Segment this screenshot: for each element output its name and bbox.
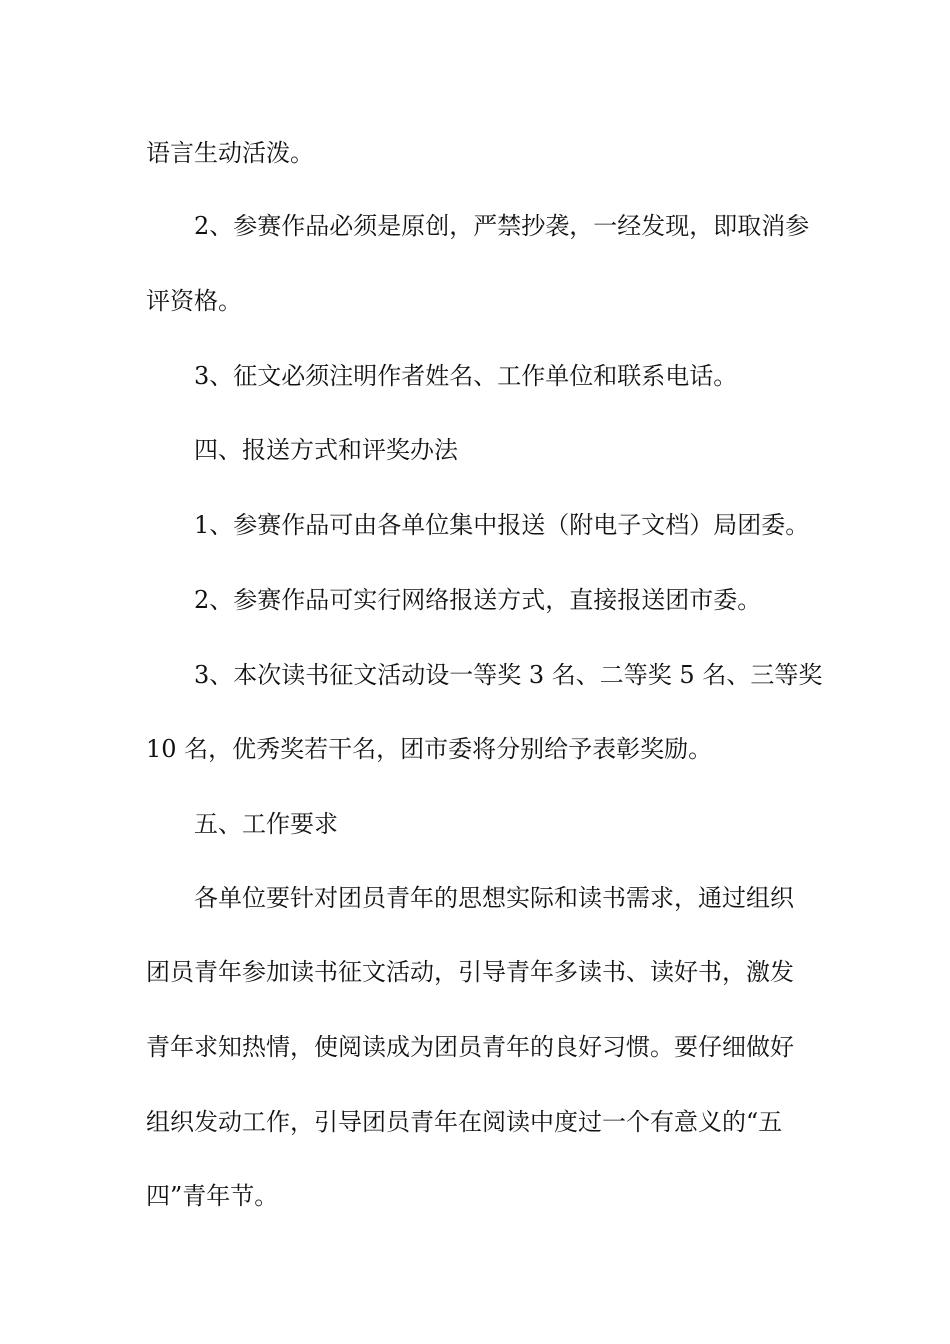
paragraph-line: 3、征文必须注明作者姓名、工作单位和联系电话。 bbox=[194, 362, 738, 390]
paragraph-line: 青年求知热情，使阅读成为团员青年的良好习惯。要仔细做好 bbox=[146, 1033, 794, 1061]
section-heading: 四、报送方式和评奖办法 bbox=[194, 436, 458, 464]
paragraph-line: 团员青年参加读书征文活动，引导青年多读书、读好书，激发 bbox=[146, 958, 794, 986]
paragraph-line: 10 名，优秀奖若干名，团市委将分别给予表彰奖励。 bbox=[146, 735, 713, 763]
paragraph-line: 1、参赛作品可由各单位集中报送（附电子文档）局团委。 bbox=[194, 511, 810, 539]
paragraph-line: 评资格。 bbox=[146, 287, 242, 315]
paragraph-line: 语言生动活泼。 bbox=[146, 139, 314, 167]
paragraph-line: 2、参赛作品可实行网络报送方式，直接报送团市委。 bbox=[194, 586, 762, 614]
section-heading: 五、工作要求 bbox=[194, 810, 338, 838]
paragraph-line: 3、本次读书征文活动设一等奖 3 名、二等奖 5 名、三等奖 bbox=[194, 661, 823, 689]
paragraph-line: 各单位要针对团员青年的思想实际和读书需求，通过组织 bbox=[194, 884, 794, 912]
paragraph-line: 四”青年节。 bbox=[146, 1182, 279, 1210]
paragraph-line: 2、参赛作品必须是原创，严禁抄袭，一经发现，即取消参 bbox=[194, 212, 810, 240]
paragraph-line: 组织发动工作，引导团员青年在阅读中度过一个有意义的“五 bbox=[146, 1108, 783, 1136]
